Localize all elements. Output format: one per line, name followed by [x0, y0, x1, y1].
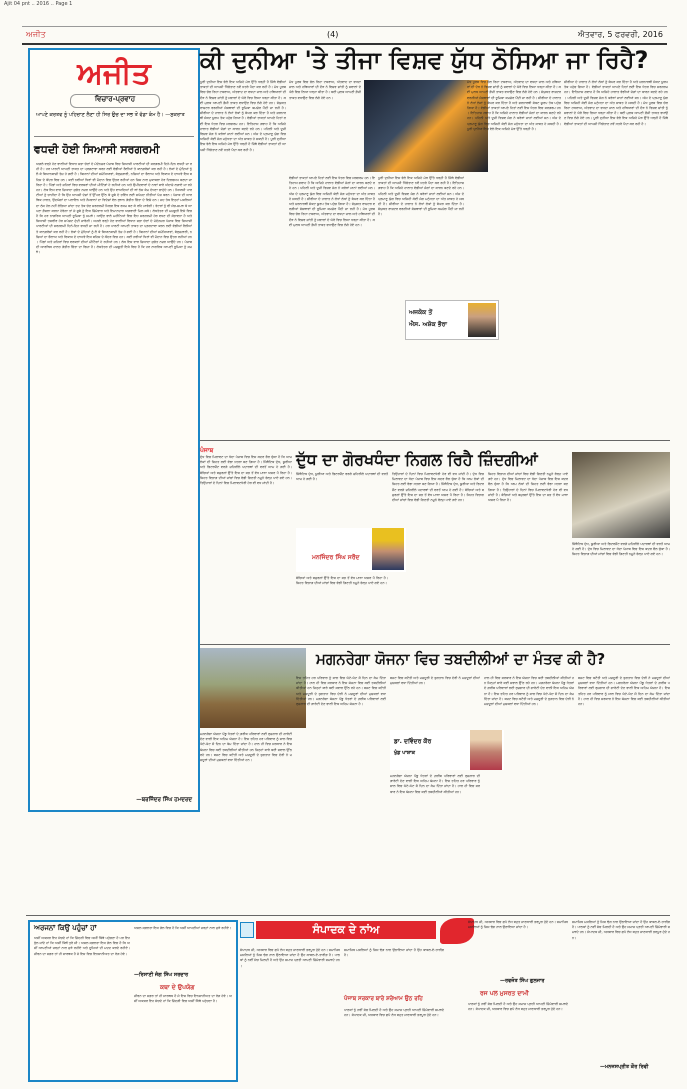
main-col-2: ਵੱਡੀਆਂ ਤਾਕਤਾਂ ਆਪਣੇ ਹਿਤਾਂ ਲਈ ਇਸ ਖੇਤਰ ਵਿਚ ਸਰਗਰਮ ਹਨ। ਇਤਿਹਾਸ ਗਵਾਹ ਹੈ ਕਿ ਅਜਿਹੇ ਹਾਲਾਤ ਵੱਡੀਆਂ ਜੰਗਾਂ ਦਾ ਕਾਰਨ ਬਣਦੇ ਰਹੇ ਹਨ। ਪਹਿਲੀ ਅਤੇ ਦੂਜੀ ਵਿਸ਼ਵ ਜੰਗ ਨੇ ਕਰੋੜਾਂ ਜਾਨਾਂ ਲਈਆਂ ਸਨ। ਅੱਜ ਦੇ ਪ੍ਰਮਾਣੂ ਯੁੱਗ ਵਿਚ ਅਜਿਹੀ ਕੋਈ ਜੰਗ ਮਨੁੱਖਤਾ ਦਾ ਅੰਤ ਸਾਬਤ ਹੋ ਸਕਦੀ ਹੈ। ਸੀਰੀਆ ਦੇ ਹਾਲਾਤ ਨੇ ਲੱਖਾਂ ਲੋਕਾਂ ਨੂੰ ਬੇਘਰ ਕਰ ਦਿੱਤਾ ਹੈ ਅਤੇ ਸ਼ਰਨਾਰਥੀ ਸੰਕਟ ਯੂਰਪ ਤੱਕ ਪਹੁੰਚ ਗਿਆ ਹੈ। ਸੰਯੁਕਤ ਰਾਸ਼ਟਰ ਵਰਗੀਆਂ ਸੰਸਥਾਵਾਂ ਦੀ ਭੂਮਿਕਾ ਕਮਜ਼ੋਰ ਪੈਂਦੀ ਜਾ ਰਹੀ ਹੈ। ਮੱਧ ਪੂਰਬ ਵਿਚ ਚੱਲ ਰਿਹਾ ਟਕਰਾਅ, ਅੱਤਵਾਦ ਦਾ ਵਧਦਾ ਜਾਲ ਅਤੇ ਹਥਿਆਰਾਂ ਦੀ ਦੌੜ ਨੇ ਵਿਸ਼ਵ ਸ਼ਾਂਤੀ ਨੂੰ ਸਵਾਲਾਂ ਦੇ ਘੇਰੇ ਵਿਚ ਲਿਆ ਖੜ੍ਹਾ ਕੀਤਾ ਹੈ। ਕਈ ਮੁਲਕ ਆਪਣੀ ਫ਼ੌਜੀ ਤਾਕਤ ਵਧਾਉਣ ਵਿਚ ਲੱਗੇ ਹੋਏ ਹਨ।: [289, 176, 375, 227]
main-headline: ਕੀ ਦੁਨੀਆ 'ਤੇ ਤੀਜਾ ਵਿਸ਼ਵ ਯੁੱਧ ਠੋਸਿਆ ਜਾ ਰਿਹੈ?: [200, 46, 649, 74]
sub-title-3: ਰਜ ਪਲ ਮੁਸਰਤ ਦਾਮੀ: [480, 990, 529, 997]
divider: [34, 136, 194, 137]
bottom-left-box: [28, 920, 238, 1082]
main-col-2a: ਮੱਧ ਪੂਰਬ ਵਿਚ ਚੱਲ ਰਿਹਾ ਟਕਰਾਅ, ਅੱਤਵਾਦ ਦਾ ਵਧਦਾ ਜਾਲ ਅਤੇ ਹਥਿਆਰਾਂ ਦੀ ਦੌੜ ਨੇ ਵਿਸ਼ਵ ਸ਼ਾਂਤੀ ਨੂੰ ਸਵਾਲਾਂ ਦੇ ਘੇਰੇ ਵਿਚ ਲਿਆ ਖੜ੍ਹਾ ਕੀਤਾ ਹੈ। ਕਈ ਮੁਲਕ ਆਪਣੀ ਫ਼ੌਜੀ ਤਾਕਤ ਵਧਾਉਣ ਵਿਚ ਲੱਗੇ ਹੋਏ ਹਨ।: [289, 80, 361, 100]
sign-2: —ਰਵਜੋਤ ਸਿੰਘ ਗੁਲਜਾਰ: [500, 978, 545, 984]
mnrega-author: ਡਾ. ਦਵਿੰਦਰ ਕੌਰ: [394, 738, 432, 745]
author-label: ਅਜਕੋਕ ਤੋਂ: [409, 309, 433, 316]
mnrega-col-1: ਮਗਨਰੇਗਾ ਯੋਜਨਾ ਪੇਂਡੂ ਖੇਤਰਾਂ ਦੇ ਗ਼ਰੀਬ ਪਰਿਵਾਰਾਂ ਲਈ ਰੁਜ਼ਗਾਰ ਦੀ ਗਾਰੰਟੀ ਦੇਣ ਵਾਲੀ ਇਕ ਅਹਿਮ ਯੋਜਨਾ ਹੈ। ਇਸ ਤਹਿਤ ਹਰ ਪਰਿਵਾਰ ਨੂੰ ਸਾਲ ਵਿਚ ਘੱਟੋ-ਘੱਟ ਸੌ ਦਿਨ ਦਾ ਕੰਮ ਦਿੱਤਾ ਜਾਂਦਾ ਹੈ। ਹਾਲ ਹੀ ਵਿਚ ਸਰਕਾਰ ਨੇ ਇਸ ਯੋਜਨਾ ਵਿਚ ਕਈ ਤਬਦੀਲੀਆਂ ਕੀਤੀਆਂ ਹਨ ਜਿਨ੍ਹਾਂ ਬਾਰੇ ਕਈ ਸਵਾਲ ਉੱਠ ਰਹੇ ਹਨ। ਬਜਟ ਵਿਚ ਕਟੌਤੀ ਅਤੇ ਮਜ਼ਦੂਰੀ ਦੇ ਭੁਗਤਾਨ ਵਿਚ ਦੇਰੀ ਨੇ ਮਜ਼ਦੂਰਾਂ ਦੀਆਂ ਮੁਸ਼ਕਲਾਂ ਵਧਾ ਦਿੱਤੀਆਂ ਹਨ।: [200, 732, 292, 763]
main-col-3: ਪੂਰੀ ਦੁਨੀਆ ਇਸ ਵੇਲੇ ਇਕ ਅਜਿਹੇ ਮੋੜ ਉੱਤੇ ਖੜ੍ਹੀ ਹੈ ਜਿੱਥੇ ਵੱਡੀਆਂ ਤਾਕਤਾਂ ਦੀ ਆਪਸੀ ਖਿੱਚੋਤਾਣ ਨਵੇਂ ਖ਼ਤਰੇ ਪੈਦਾ ਕਰ ਰਹੀ ਹੈ। ਇਤਿਹਾਸ ਗਵਾਹ ਹੈ ਕਿ ਅਜਿਹੇ ਹਾਲਾਤ ਵੱਡੀਆਂ ਜੰਗਾਂ ਦਾ ਕਾਰਨ ਬਣਦੇ ਰਹੇ ਹਨ। ਪਹਿਲੀ ਅਤੇ ਦੂਜੀ ਵਿਸ਼ਵ ਜੰਗ ਨੇ ਕਰੋੜਾਂ ਜਾਨਾਂ ਲਈਆਂ ਸਨ। ਅੱਜ ਦੇ ਪ੍ਰਮਾਣੂ ਯੁੱਗ ਵਿਚ ਅਜਿਹੀ ਕੋਈ ਜੰਗ ਮਨੁੱਖਤਾ ਦਾ ਅੰਤ ਸਾਬਤ ਹੋ ਸਕਦੀ ਹੈ। ਸੀਰੀਆ ਦੇ ਹਾਲਾਤ ਨੇ ਲੱਖਾਂ ਲੋਕਾਂ ਨੂੰ ਬੇਘਰ ਕਰ ਦਿੱਤਾ ਹੈ। ਸੰਯੁਕਤ ਰਾਸ਼ਟਰ ਵਰਗੀਆਂ ਸੰਸਥਾਵਾਂ ਦੀ ਭੂਮਿਕਾ ਕਮਜ਼ੋਰ ਪੈਂਦੀ ਜਾ ਰਹੀ ਹੈ।: [378, 176, 464, 217]
section-divider-3: [26, 915, 670, 916]
mnrega-headline: ਮਗਨਰੇਗਾ ਯੋਜਨਾ ਵਿਚ ਤਬਦੀਲੀਆਂ ਦਾ ਮੰਤਵ ਕੀ ਹੈ?: [316, 650, 606, 668]
milk-col-4: ਸਿਹਤ ਵਿਭਾਗ ਦੀਆਂ ਜਾਂਚਾਂ ਵਿਚ ਵੱਡੀ ਗਿਣਤੀ ਨਮੂਨੇ ਫੇਲ੍ਹ ਪਾਏ ਗਏ ਹਨ। ਦੁੱਧ ਵਿਚ ਮਿਲਾਵਟ ਦਾ ਧੰਦਾ ਪੰਜਾਬ ਵਿਚ ਇਸ ਕਦਰ ਫੈਲ ਚੁੱਕਾ ਹੈ ਕਿ ਆਮ ਲੋਕਾਂ ਦੀ ਸਿਹਤ ਲਈ ਵੱਡਾ ਖ਼ਤਰਾ ਬਣ ਗਿਆ ਹੈ। ਤਿਉਹਾਰਾਂ ਦੇ ਦਿਨਾਂ ਵਿਚ ਮਿਲਾਵਟਖੋਰੀ ਹੋਰ ਵੀ ਵਧ ਜਾਂਦੀ ਹੈ। ਬੱਚਿਆਂ ਅਤੇ ਬਜ਼ੁਰਗਾਂ ਉੱਤੇ ਇਸ ਦਾ ਸਭ ਤੋਂ ਵੱਧ ਮਾੜਾ ਅਸਰ ਪੈ ਰਿਹਾ ਹੈ।: [488, 472, 568, 503]
mnrega-photo: [200, 648, 306, 728]
sign-1: —ਰਿਸਾਣੀ ਜੰਗ ਸਿੰਘ ਸਰਦਾਰ: [134, 972, 189, 978]
sub-title-1: ਕਥਾ ਦੇ ਉਪਯੋਗ: [160, 984, 195, 991]
editorial-heading: ਵਧਦੀ ਹੋਈ ਸਿਆਸੀ ਸਰਗਰਮੀ: [34, 143, 160, 156]
main-col-5: ਸੀਰੀਆ ਦੇ ਹਾਲਾਤ ਨੇ ਲੱਖਾਂ ਲੋਕਾਂ ਨੂੰ ਬੇਘਰ ਕਰ ਦਿੱਤਾ ਹੈ ਅਤੇ ਸ਼ਰਨਾਰਥੀ ਸੰਕਟ ਯੂਰਪ ਤੱਕ ਪਹੁੰਚ ਗਿਆ ਹੈ। ਵੱਡੀਆਂ ਤਾਕਤਾਂ ਆਪਣੇ ਹਿਤਾਂ ਲਈ ਇਸ ਖੇਤਰ ਵਿਚ ਸਰਗਰਮ ਹਨ। ਇਤਿਹਾਸ ਗਵਾਹ ਹੈ ਕਿ ਅਜਿਹੇ ਹਾਲਾਤ ਵੱਡੀਆਂ ਜੰਗਾਂ ਦਾ ਕਾਰਨ ਬਣਦੇ ਰਹੇ ਹਨ। ਪਹਿਲੀ ਅਤੇ ਦੂਜੀ ਵਿਸ਼ਵ ਜੰਗ ਨੇ ਕਰੋੜਾਂ ਜਾਨਾਂ ਲਈਆਂ ਸਨ। ਅੱਜ ਦੇ ਪ੍ਰਮਾਣੂ ਯੁੱਗ ਵਿਚ ਅਜਿਹੀ ਕੋਈ ਜੰਗ ਮਨੁੱਖਤਾ ਦਾ ਅੰਤ ਸਾਬਤ ਹੋ ਸਕਦੀ ਹੈ। ਮੱਧ ਪੂਰਬ ਵਿਚ ਚੱਲ ਰਿਹਾ ਟਕਰਾਅ, ਅੱਤਵਾਦ ਦਾ ਵਧਦਾ ਜਾਲ ਅਤੇ ਹਥਿਆਰਾਂ ਦੀ ਦੌੜ ਨੇ ਵਿਸ਼ਵ ਸ਼ਾਂਤੀ ਨੂੰ ਸਵਾਲਾਂ ਦੇ ਘੇਰੇ ਵਿਚ ਲਿਆ ਖੜ੍ਹਾ ਕੀਤਾ ਹੈ। ਕਈ ਮੁਲਕ ਆਪਣੀ ਫ਼ੌਜੀ ਤਾਕਤ ਵਧਾਉਣ ਵਿਚ ਲੱਗੇ ਹੋਏ ਹਨ। ਪੂਰੀ ਦੁਨੀਆ ਇਸ ਵੇਲੇ ਇਕ ਅਜਿਹੇ ਮੋੜ ਉੱਤੇ ਖੜ੍ਹੀ ਹੈ ਜਿੱਥੇ ਵੱਡੀਆਂ ਤਾਕਤਾਂ ਦੀ ਆਪਸੀ ਖਿੱਚੋਤਾਣ ਨਵੇਂ ਖ਼ਤਰੇ ਪੈਦਾ ਕਰ ਰਹੀ ਹੈ।: [564, 80, 668, 126]
milk-headline: ਦੁੱਧ ਦਾ ਗੋਰਖਧੰਦਾ ਨਿਗਲ ਰਿਹੈ ਜ਼ਿੰਦਗੀਆਂ: [296, 450, 538, 469]
milk-author-box: [296, 528, 406, 572]
bottom-left-col2a: ਅਸਲ ਸਫ਼ਲਤਾ ਇਸ ਗੱਲ ਵਿਚ ਹੈ ਕਿ ਅਸੀਂ ਆਪਣੀਆਂ ਜੜ੍ਹਾਂ ਨਾਲ ਜੁੜੇ ਰਹੀਏ।: [134, 926, 232, 930]
page-number: (4): [327, 30, 339, 39]
milk-col-5: ਸਿੰਥੈਟਿਕ ਦੁੱਧ, ਯੂਰੀਆ ਅਤੇ ਡਿਟਰਜੈਂਟ ਵਰਗੇ ਜ਼ਹਿਰੀਲੇ ਪਦਾਰਥਾਂ ਦੀ ਵਰਤੋਂ ਆਮ ਹੋ ਗਈ ਹੈ। ਦੁੱਧ ਵਿਚ ਮਿਲਾਵਟ ਦਾ ਧੰਦਾ ਪੰਜਾਬ ਵਿਚ ਇਸ ਕਦਰ ਫੈਲ ਚੁੱਕਾ ਹੈ। ਸਿਹਤ ਵਿਭਾਗ ਦੀਆਂ ਜਾਂਚਾਂ ਵਿਚ ਵੱਡੀ ਗਿਣਤੀ ਨਮੂਨੇ ਫੇਲ੍ਹ ਪਾਏ ਗਏ ਹਨ।: [572, 542, 670, 557]
quote-text: ਆਪਣੇ ਕਰਤਵ ਨੂੰ ਪਹਿਚਾਣ ਲੈਣਾ ਹੀ ਸਿਰ ਉਚ ਦਾ ਸਭ ਤੋਂ ਵੱਡਾ ਕੰਮ ਹੈ।: [36, 112, 164, 118]
mnrega-col-5: ਬਜਟ ਵਿਚ ਕਟੌਤੀ ਅਤੇ ਮਜ਼ਦੂਰੀ ਦੇ ਭੁਗਤਾਨ ਵਿਚ ਦੇਰੀ ਨੇ ਮਜ਼ਦੂਰਾਂ ਦੀਆਂ ਮੁਸ਼ਕਲਾਂ ਵਧਾ ਦਿੱਤੀਆਂ ਹਨ। ਮਗਨਰੇਗਾ ਯੋਜਨਾ ਪੇਂਡੂ ਖੇਤਰਾਂ ਦੇ ਗ਼ਰੀਬ ਪਰਿਵਾਰਾਂ ਲਈ ਰੁਜ਼ਗਾਰ ਦੀ ਗਾਰੰਟੀ ਦੇਣ ਵਾਲੀ ਇਕ ਅਹਿਮ ਯੋਜਨਾ ਹੈ। ਇਸ ਤਹਿਤ ਹਰ ਪਰਿਵਾਰ ਨੂੰ ਸਾਲ ਵਿਚ ਘੱਟੋ-ਘੱਟ ਸੌ ਦਿਨ ਦਾ ਕੰਮ ਦਿੱਤਾ ਜਾਂਦਾ ਹੈ। ਹਾਲ ਹੀ ਵਿਚ ਸਰਕਾਰ ਨੇ ਇਸ ਯੋਜਨਾ ਵਿਚ ਕਈ ਤਬਦੀਲੀਆਂ ਕੀਤੀਆਂ ਹਨ।: [578, 676, 670, 707]
milk-col-3: ਤਿਉਹਾਰਾਂ ਦੇ ਦਿਨਾਂ ਵਿਚ ਮਿਲਾਵਟਖੋਰੀ ਹੋਰ ਵੀ ਵਧ ਜਾਂਦੀ ਹੈ। ਦੁੱਧ ਵਿਚ ਮਿਲਾਵਟ ਦਾ ਧੰਦਾ ਪੰਜਾਬ ਵਿਚ ਇਸ ਕਦਰ ਫੈਲ ਚੁੱਕਾ ਹੈ ਕਿ ਆਮ ਲੋਕਾਂ ਦੀ ਸਿਹਤ ਲਈ ਵੱਡਾ ਖ਼ਤਰਾ ਬਣ ਗਿਆ ਹੈ। ਸਿੰਥੈਟਿਕ ਦੁੱਧ, ਯੂਰੀਆ ਅਤੇ ਡਿਟਰਜੈਂਟ ਵਰਗੇ ਜ਼ਹਿਰੀਲੇ ਪਦਾਰਥਾਂ ਦੀ ਵਰਤੋਂ ਆਮ ਹੋ ਗਈ ਹੈ। ਬੱਚਿਆਂ ਅਤੇ ਬਜ਼ੁਰਗਾਂ ਉੱਤੇ ਇਸ ਦਾ ਸਭ ਤੋਂ ਵੱਧ ਮਾੜਾ ਅਸਰ ਪੈ ਰਿਹਾ ਹੈ। ਸਿਹਤ ਵਿਭਾਗ ਦੀਆਂ ਜਾਂਚਾਂ ਵਿਚ ਵੱਡੀ ਗਿਣਤੀ ਨਮੂਨੇ ਫੇਲ੍ਹ ਪਾਏ ਗਏ ਹਨ।: [392, 472, 484, 503]
editorial-box: [28, 48, 200, 812]
tag-pill: [70, 94, 160, 108]
letters-col-4: ਸਮਾਜਿਕ ਮਸਲਿਆਂ ਨੂੰ ਜਿਸ ਢੰਗ ਨਾਲ ਉਠਾਇਆ ਜਾਂਦਾ ਹੈ ਉਹ ਕਾਬਲ-ਏ-ਤਾਰੀਫ਼ ਹੈ। ਪਾਠਕਾਂ ਨੂੰ ਨਵੀਂ ਸੋਚ ਮਿਲਦੀ ਹੈ ਅਤੇ ਉਹ ਸਮਾਜ ਪ੍ਰਤੀ ਆਪਣੀ ਜ਼ਿੰਮੇਵਾਰੀ ਸਮਝਦੇ ਹਨ। ਸੰਪਾਦਕ ਜੀ, ਅਖ਼ਬਾਰ ਵਿਚ ਛਪੇ ਲੇਖ ਬਹੁਤ ਜਾਣਕਾਰੀ ਭਰਪੂਰ ਹੁੰਦੇ ਹਨ।: [572, 920, 670, 940]
milk-section-label: ਪੰਜਾਬ: [200, 447, 214, 454]
letters-col-3: ਪਾਠਕਾਂ ਨੂੰ ਨਵੀਂ ਸੋਚ ਮਿਲਦੀ ਹੈ ਅਤੇ ਉਹ ਸਮਾਜ ਪ੍ਰਤੀ ਆਪਣੀ ਜ਼ਿੰਮੇਵਾਰੀ ਸਮਝਦੇ ਹਨ। ਸੰਪਾਦਕ ਜੀ, ਅਖ਼ਬਾਰ ਵਿਚ ਛਪੇ ਲੇਖ ਬਹੁਤ ਜਾਣਕਾਰੀ ਭਰਪੂਰ ਹੁੰਦੇ ਹਨ।: [468, 1002, 568, 1012]
bottom-left-title: ਅਰਜਨਾਂ ਕਿਉਂ ਪਹੁੰਚਾਂ ਹਾਂ: [34, 924, 97, 932]
sub-title-2: ਪੰਜਾਬ ਸਰਕਾਰ ਬਾਰੇ ਸ਼ਰੇਆਮ ਉਠ ਰਹਿ: [344, 996, 423, 1002]
editorial-logo: ਅਜੀਤ: [77, 56, 151, 91]
bottom-left-col2: ਜੀਵਨ ਦਾ ਸਫ਼ਰ ਤਾਂ ਹੀ ਸਾਰਥਕ ਹੈ ਜੇ ਇਸ ਵਿਚ ਇਨਸਾਨੀਅਤ ਦਾ ਰੰਗ ਹੋਵੇ। ਅਸੀਂ ਅਕਸਰ ਇਹ ਸੋਚਦੇ ਹਾਂ ਕਿ ਜ਼ਿੰਦਗੀ ਵਿਚ ਅਸੀਂ ਕਿੱਥੇ ਪਹੁੰਚਣਾ ਹੈ।: [134, 994, 232, 1004]
main-col-1: ਪੂਰੀ ਦੁਨੀਆ ਇਸ ਵੇਲੇ ਇਕ ਅਜਿਹੇ ਮੋੜ ਉੱਤੇ ਖੜ੍ਹੀ ਹੈ ਜਿੱਥੇ ਵੱਡੀਆਂ ਤਾਕਤਾਂ ਦੀ ਆਪਸੀ ਖਿੱਚੋਤਾਣ ਨਵੇਂ ਖ਼ਤਰੇ ਪੈਦਾ ਕਰ ਰਹੀ ਹੈ। ਮੱਧ ਪੂਰਬ ਵਿਚ ਚੱਲ ਰਿਹਾ ਟਕਰਾਅ, ਅੱਤਵਾਦ ਦਾ ਵਧਦਾ ਜਾਲ ਅਤੇ ਹਥਿਆਰਾਂ ਦੀ ਦੌੜ ਨੇ ਵਿਸ਼ਵ ਸ਼ਾਂਤੀ ਨੂੰ ਸਵਾਲਾਂ ਦੇ ਘੇਰੇ ਵਿਚ ਲਿਆ ਖੜ੍ਹਾ ਕੀਤਾ ਹੈ। ਕਈ ਮੁਲਕ ਆਪਣੀ ਫ਼ੌਜੀ ਤਾਕਤ ਵਧਾਉਣ ਵਿਚ ਲੱਗੇ ਹੋਏ ਹਨ। ਸੰਯੁਕਤ ਰਾਸ਼ਟਰ ਵਰਗੀਆਂ ਸੰਸਥਾਵਾਂ ਦੀ ਭੂਮਿਕਾ ਕਮਜ਼ੋਰ ਪੈਂਦੀ ਜਾ ਰਹੀ ਹੈ। ਸੀਰੀਆ ਦੇ ਹਾਲਾਤ ਨੇ ਲੱਖਾਂ ਲੋਕਾਂ ਨੂੰ ਬੇਘਰ ਕਰ ਦਿੱਤਾ ਹੈ ਅਤੇ ਸ਼ਰਨਾਰਥੀ ਸੰਕਟ ਯੂਰਪ ਤੱਕ ਪਹੁੰਚ ਗਿਆ ਹੈ। ਵੱਡੀਆਂ ਤਾਕਤਾਂ ਆਪਣੇ ਹਿਤਾਂ ਲਈ ਇਸ ਖੇਤਰ ਵਿਚ ਸਰਗਰਮ ਹਨ। ਇਤਿਹਾਸ ਗਵਾਹ ਹੈ ਕਿ ਅਜਿਹੇ ਹਾਲਾਤ ਵੱਡੀਆਂ ਜੰਗਾਂ ਦਾ ਕਾਰਨ ਬਣਦੇ ਰਹੇ ਹਨ। ਪਹਿਲੀ ਅਤੇ ਦੂਜੀ ਵਿਸ਼ਵ ਜੰਗ ਨੇ ਕਰੋੜਾਂ ਜਾਨਾਂ ਲਈਆਂ ਸਨ। ਅੱਜ ਦੇ ਪ੍ਰਮਾਣੂ ਯੁੱਗ ਵਿਚ ਅਜਿਹੀ ਕੋਈ ਜੰਗ ਮਨੁੱਖਤਾ ਦਾ ਅੰਤ ਸਾਬਤ ਹੋ ਸਕਦੀ ਹੈ। ਪੂਰੀ ਦੁਨੀਆ ਇਸ ਵੇਲੇ ਇਕ ਅਜਿਹੇ ਮੋੜ ਉੱਤੇ ਖੜ੍ਹੀ ਹੈ ਜਿੱਥੇ ਵੱਡੀਆਂ ਤਾਕਤਾਂ ਦੀ ਆਪਸੀ ਖਿੱਚੋਤਾਣ ਨਵੇਂ ਖ਼ਤਰੇ ਪੈਦਾ ਕਰ ਰਹੀ ਹੈ।: [200, 80, 286, 152]
mnrega-col-4: ਹਾਲ ਹੀ ਵਿਚ ਸਰਕਾਰ ਨੇ ਇਸ ਯੋਜਨਾ ਵਿਚ ਕਈ ਤਬਦੀਲੀਆਂ ਕੀਤੀਆਂ ਹਨ ਜਿਨ੍ਹਾਂ ਬਾਰੇ ਕਈ ਸਵਾਲ ਉੱਠ ਰਹੇ ਹਨ। ਮਗਨਰੇਗਾ ਯੋਜਨਾ ਪੇਂਡੂ ਖੇਤਰਾਂ ਦੇ ਗ਼ਰੀਬ ਪਰਿਵਾਰਾਂ ਲਈ ਰੁਜ਼ਗਾਰ ਦੀ ਗਾਰੰਟੀ ਦੇਣ ਵਾਲੀ ਇਕ ਅਹਿਮ ਯੋਜਨਾ ਹੈ। ਇਸ ਤਹਿਤ ਹਰ ਪਰਿਵਾਰ ਨੂੰ ਸਾਲ ਵਿਚ ਘੱਟੋ-ਘੱਟ ਸੌ ਦਿਨ ਦਾ ਕੰਮ ਦਿੱਤਾ ਜਾਂਦਾ ਹੈ। ਬਜਟ ਵਿਚ ਕਟੌਤੀ ਅਤੇ ਮਜ਼ਦੂਰੀ ਦੇ ਭੁਗਤਾਨ ਵਿਚ ਦੇਰੀ ਨੇ ਮਜ਼ਦੂਰਾਂ ਦੀਆਂ ਮੁਸ਼ਕਲਾਂ ਵਧਾ ਦਿੱਤੀਆਂ ਹਨ।: [484, 676, 574, 707]
milk-col-1: ਦੁੱਧ ਵਿਚ ਮਿਲਾਵਟ ਦਾ ਧੰਦਾ ਪੰਜਾਬ ਵਿਚ ਇਸ ਕਦਰ ਫੈਲ ਚੁੱਕਾ ਹੈ ਕਿ ਆਮ ਲੋਕਾਂ ਦੀ ਸਿਹਤ ਲਈ ਵੱਡਾ ਖ਼ਤਰਾ ਬਣ ਗਿਆ ਹੈ। ਸਿੰਥੈਟਿਕ ਦੁੱਧ, ਯੂਰੀਆ ਅਤੇ ਡਿਟਰਜੈਂਟ ਵਰਗੇ ਜ਼ਹਿਰੀਲੇ ਪਦਾਰਥਾਂ ਦੀ ਵਰਤੋਂ ਆਮ ਹੋ ਗਈ ਹੈ। ਬੱਚਿਆਂ ਅਤੇ ਬਜ਼ੁਰਗਾਂ ਉੱਤੇ ਇਸ ਦਾ ਸਭ ਤੋਂ ਵੱਧ ਮਾੜਾ ਅਸਰ ਪੈ ਰਿਹਾ ਹੈ। ਸਿਹਤ ਵਿਭਾਗ ਦੀਆਂ ਜਾਂਚਾਂ ਵਿਚ ਵੱਡੀ ਗਿਣਤੀ ਨਮੂਨੇ ਫੇਲ੍ਹ ਪਾਏ ਗਏ ਹਨ। ਤਿਉਹਾਰਾਂ ਦੇ ਦਿਨਾਂ ਵਿਚ ਮਿਲਾਵਟਖੋਰੀ ਹੋਰ ਵੀ ਵਧ ਜਾਂਦੀ ਹੈ।: [200, 455, 292, 486]
editorial-byline: —ਬਰਜਿੰਦਰ ਸਿੰਘ ਹਮਦਰਦ: [136, 797, 192, 803]
letters-col-2: ਪਾਠਕਾਂ ਨੂੰ ਨਵੀਂ ਸੋਚ ਮਿਲਦੀ ਹੈ ਅਤੇ ਉਹ ਸਮਾਜ ਪ੍ਰਤੀ ਆਪਣੀ ਜ਼ਿੰਮੇਵਾਰੀ ਸਮਝਦੇ ਹਨ। ਸੰਪਾਦਕ ਜੀ, ਅਖ਼ਬਾਰ ਵਿਚ ਛਪੇ ਲੇਖ ਬਹੁਤ ਜਾਣਕਾਰੀ ਭਰਪੂਰ ਹੁੰਦੇ ਹਨ।: [344, 1008, 444, 1018]
quote-author: —ਸੁਕਰਾਤ: [165, 112, 185, 118]
author-name: ਐਸ. ਅਸ਼ੋਕ ਭੌਰਾ: [409, 321, 447, 328]
milk-author: ਮਨਜਿੰਦਰ ਸਿੰਘ ਸਰੌਦ: [312, 554, 360, 561]
section-divider: [200, 440, 670, 441]
issue-date: ਐਤਵਾਰ, 5 ਫਰਵਰੀ, 2016: [578, 30, 663, 39]
editorial-body: ਅਗਲੇ ਵਰ੍ਹੇ ਹੋਣ ਵਾਲੀਆਂ ਵਿਧਾਨ ਸਭਾ ਚੋਣਾਂ ਦੇ ਮੱਦੇਨਜ਼ਰ ਪੰਜਾਬ ਵਿਚ ਸਿਆਸੀ ਪਾਰਟੀਆਂ ਦੀ ਸਰਗਰਮੀ ਦਿਨੋ-ਦਿਨ ਵਧਦੀ ਜਾ ਰਹੀ ਹੈ। ਹਰ ਪਾਰਟੀ ਆਪਣੀ ਤਾਕਤ ਦਾ ਪ੍ਰਗਟਾਵਾ ਕਰਨ ਲਈ ਵੱਡੀਆਂ ਰੈਲੀਆਂ ਤੇ ਕਾਨਫ਼ਰੰਸਾਂ ਕਰ ਰਹੀ ਹੈ। ਲੋਕਾਂ ਦੇ ਮੁੱਦਿਆਂ ਨੂੰ ਲੈ ਕੇ ਬਿਆਨਬਾਜ਼ੀ ਤੇਜ਼ ਹੋ ਗਈ ਹੈ। ਕਿਸਾਨਾਂ ਦੀਆਂ ਸਮੱਸਿਆਵਾਂ, ਬੇਰੁਜ਼ਗਾਰੀ, ਨਸ਼ਿਆਂ ਦਾ ਫੈਲਾਅ ਅਤੇ ਵਿਕਾਸ ਦੇ ਦਾਅਵੇ ਇਸ ਬਹਿਸ ਦੇ ਕੇਂਦਰ ਵਿਚ ਹਨ। ਕਈ ਨਵੀਆਂ ਧਿਰਾਂ ਵੀ ਮੈਦਾਨ ਵਿਚ ਉਤਰ ਰਹੀਆਂ ਹਨ ਜਿਸ ਨਾਲ ਮੁਕਾਬਲਾ ਹੋਰ ਦਿਲਚਸਪ ਬਣਦਾ ਜਾ ਰਿਹਾ ਹੈ। ਪਿੰਡਾਂ ਅਤੇ ਸ਼ਹਿਰਾਂ ਵਿਚ ਵਰਕਰਾਂ ਦੀਆਂ ਮੀਟਿੰਗਾਂ ਹੋ ਰਹੀਆਂ ਹਨ ਅਤੇ ਉਮੀਦਵਾਰਾਂ ਦੇ ਨਾਵਾਂ ਬਾਰੇ ਅੰਦਾਜ਼ੇ ਲਗਾਏ ਜਾ ਰਹੇ ਹਨ। ਲੋਕ ਇਸ ਵਾਰ ਜ਼ਿਆਦਾ ਸੁਚੇਤ ਨਜ਼ਰ ਆਉਂਦੇ ਹਨ ਅਤੇ ਉਹ ਵਾਅਦਿਆਂ ਦੀ ਥਾਂ ਠੋਸ ਕੰਮ ਦੇਖਣਾ ਚਾਹੁੰਦੇ ਹਨ। ਸਿਆਸੀ ਪਾਰਟੀਆਂ ਨੂੰ ਚਾਹੀਦਾ ਹੈ ਕਿ ਉਹ ਆਪਸੀ ਦੋਸ਼ਾਂ ਤੋਂ ਉੱਪਰ ਉੱਠ ਕੇ ਸੂਬੇ ਦੇ ਭਵਿੱਖ ਲਈ ਸਪੱਸ਼ਟ ਨੀਤੀਆਂ ਪੇਸ਼ ਕਰਨ। ਪੰਜਾਬ ਦੀ ਆਰਥਿਕ ਹਾਲਤ, ਉਦਯੋਗਾਂ ਦਾ ਪਲਾਇਨ ਅਤੇ ਨੌਜਵਾਨਾਂ ਦਾ ਵਿਦੇਸ਼ਾਂ ਵੱਲ ਰੁਝਾਨ ਗੰਭੀਰ ਚਿੰਤਾ ਦੇ ਵਿਸ਼ੇ ਹਨ। ਜਦ ਤੱਕ ਇਨ੍ਹਾਂ ਮਸਲਿਆਂ ਦਾ ਠੋਸ ਹੱਲ ਨਹੀਂ ਲੱਭਿਆ ਜਾਂਦਾ ਤਦ ਤੱਕ ਚੋਣ ਸਰਗਰਮੀ ਸਿਰਫ਼ ਇਕ ਰਸਮ ਬਣ ਕੇ ਰਹਿ ਜਾਵੇਗੀ। ਵੋਟਰਾਂ ਨੂੰ ਵੀ ਸੋਚ-ਸਮਝ ਕੇ ਆਪਣਾ ਫ਼ੈਸਲਾ ਕਰਨਾ ਹੋਵੇਗਾ ਤਾਂ ਜੋ ਸੂਬੇ ਨੂੰ ਇਕ ਜ਼ਿੰਮੇਵਾਰ ਅਤੇ ਇਮਾਨਦਾਰ ਅਗਵਾਈ ਮਿਲ ਸਕੇ। ਲੋਕਤੰਤਰ ਦੀ ਮਜ਼ਬੂਤੀ ਇਸੇ ਵਿਚ ਹੈ ਕਿ ਹਰ ਨਾਗਰਿਕ ਆਪਣੀ ਭੂਮਿਕਾ ਨੂੰ ਸਮਝੇ। ਆਉਣ ਵਾਲੇ ਮਹੀਨਿਆਂ ਵਿਚ ਇਹ ਸਰਗਰਮੀ ਹੋਰ ਵਧਣ ਦੀ ਸੰਭਾਵਨਾ ਹੈ ਅਤੇ ਸਿਆਸੀ ਤਸਵੀਰ ਹੋਰ ਸਪੱਸ਼ਟ ਹੁੰਦੀ ਜਾਵੇਗੀ। ਅਗਲੇ ਵਰ੍ਹੇ ਹੋਣ ਵਾਲੀਆਂ ਵਿਧਾਨ ਸਭਾ ਚੋਣਾਂ ਦੇ ਮੱਦੇਨਜ਼ਰ ਪੰਜਾਬ ਵਿਚ ਸਿਆਸੀ ਪਾਰਟੀਆਂ ਦੀ ਸਰਗਰਮੀ ਦਿਨੋ-ਦਿਨ ਵਧਦੀ ਜਾ ਰਹੀ ਹੈ। ਹਰ ਪਾਰਟੀ ਆਪਣੀ ਤਾਕਤ ਦਾ ਪ੍ਰਗਟਾਵਾ ਕਰਨ ਲਈ ਵੱਡੀਆਂ ਰੈਲੀਆਂ ਤੇ ਕਾਨਫ਼ਰੰਸਾਂ ਕਰ ਰਹੀ ਹੈ। ਲੋਕਾਂ ਦੇ ਮੁੱਦਿਆਂ ਨੂੰ ਲੈ ਕੇ ਬਿਆਨਬਾਜ਼ੀ ਤੇਜ਼ ਹੋ ਗਈ ਹੈ। ਕਿਸਾਨਾਂ ਦੀਆਂ ਸਮੱਸਿਆਵਾਂ, ਬੇਰੁਜ਼ਗਾਰੀ, ਨਸ਼ਿਆਂ ਦਾ ਫੈਲਾਅ ਅਤੇ ਵਿਕਾਸ ਦੇ ਦਾਅਵੇ ਇਸ ਬਹਿਸ ਦੇ ਕੇਂਦਰ ਵਿਚ ਹਨ। ਕਈ ਨਵੀਆਂ ਧਿਰਾਂ ਵੀ ਮੈਦਾਨ ਵਿਚ ਉਤਰ ਰਹੀਆਂ ਹਨ। ਪਿੰਡਾਂ ਅਤੇ ਸ਼ਹਿਰਾਂ ਵਿਚ ਵਰਕਰਾਂ ਦੀਆਂ ਮੀਟਿੰਗਾਂ ਹੋ ਰਹੀਆਂ ਹਨ। ਲੋਕ ਇਸ ਵਾਰ ਜ਼ਿਆਦਾ ਸੁਚੇਤ ਨਜ਼ਰ ਆਉਂਦੇ ਹਨ। ਪੰਜਾਬ ਦੀ ਆਰਥਿਕ ਹਾਲਤ ਗੰਭੀਰ ਚਿੰਤਾ ਦਾ ਵਿਸ਼ਾ ਹੈ। ਲੋਕਤੰਤਰ ਦੀ ਮਜ਼ਬੂਤੀ ਇਸੇ ਵਿਚ ਹੈ ਕਿ ਹਰ ਨਾਗਰਿਕ ਆਪਣੀ ਭੂਮਿਕਾ ਨੂੰ ਸਮਝੇ।: [36, 162, 192, 255]
milk-col-2: ਬੱਚਿਆਂ ਅਤੇ ਬਜ਼ੁਰਗਾਂ ਉੱਤੇ ਇਸ ਦਾ ਸਭ ਤੋਂ ਵੱਧ ਮਾੜਾ ਅਸਰ ਪੈ ਰਿਹਾ ਹੈ। ਸਿਹਤ ਵਿਭਾਗ ਦੀਆਂ ਜਾਂਚਾਂ ਵਿਚ ਵੱਡੀ ਗਿਣਤੀ ਨਮੂਨੇ ਫੇਲ੍ਹ ਪਾਏ ਗਏ ਹਨ।: [296, 576, 388, 586]
milk-col-2a: ਸਿੰਥੈਟਿਕ ਦੁੱਧ, ਯੂਰੀਆ ਅਤੇ ਡਿਟਰਜੈਂਟ ਵਰਗੇ ਜ਼ਹਿਰੀਲੇ ਪਦਾਰਥਾਂ ਦੀ ਵਰਤੋਂ ਆਮ ਹੋ ਗਈ ਹੈ।: [296, 472, 388, 482]
file-info: Ajit 04 pnt .. 2016 .. Page 1: [4, 1, 73, 7]
page-masthead: [22, 26, 667, 45]
mnrega-col-2: ਇਸ ਤਹਿਤ ਹਰ ਪਰਿਵਾਰ ਨੂੰ ਸਾਲ ਵਿਚ ਘੱਟੋ-ਘੱਟ ਸੌ ਦਿਨ ਦਾ ਕੰਮ ਦਿੱਤਾ ਜਾਂਦਾ ਹੈ। ਹਾਲ ਹੀ ਵਿਚ ਸਰਕਾਰ ਨੇ ਇਸ ਯੋਜਨਾ ਵਿਚ ਕਈ ਤਬਦੀਲੀਆਂ ਕੀਤੀਆਂ ਹਨ ਜਿਨ੍ਹਾਂ ਬਾਰੇ ਕਈ ਸਵਾਲ ਉੱਠ ਰਹੇ ਹਨ। ਬਜਟ ਵਿਚ ਕਟੌਤੀ ਅਤੇ ਮਜ਼ਦੂਰੀ ਦੇ ਭੁਗਤਾਨ ਵਿਚ ਦੇਰੀ ਨੇ ਮਜ਼ਦੂਰਾਂ ਦੀਆਂ ਮੁਸ਼ਕਲਾਂ ਵਧਾ ਦਿੱਤੀਆਂ ਹਨ। ਮਗਨਰੇਗਾ ਯੋਜਨਾ ਪੇਂਡੂ ਖੇਤਰਾਂ ਦੇ ਗ਼ਰੀਬ ਪਰਿਵਾਰਾਂ ਲਈ ਰੁਜ਼ਗਾਰ ਦੀ ਗਾਰੰਟੀ ਦੇਣ ਵਾਲੀ ਇਕ ਅਹਿਮ ਯੋਜਨਾ ਹੈ।: [296, 676, 386, 707]
print-strip: [0, 0, 687, 10]
editorial-tag: ਵਿਚਾਰ-ਪ੍ਰਵਾਹ: [94, 95, 136, 103]
milk-photo: [572, 452, 670, 538]
letters-col-2a: ਸਮਾਜਿਕ ਮਸਲਿਆਂ ਨੂੰ ਜਿਸ ਢੰਗ ਨਾਲ ਉਠਾਇਆ ਜਾਂਦਾ ਹੈ ਉਹ ਕਾਬਲ-ਏ-ਤਾਰੀਫ਼ ਹੈ।: [344, 948, 444, 958]
letters-col-1: ਸੰਪਾਦਕ ਜੀ, ਅਖ਼ਬਾਰ ਵਿਚ ਛਪੇ ਲੇਖ ਬਹੁਤ ਜਾਣਕਾਰੀ ਭਰਪੂਰ ਹੁੰਦੇ ਹਨ। ਸਮਾਜਿਕ ਮਸਲਿਆਂ ਨੂੰ ਜਿਸ ਢੰਗ ਨਾਲ ਉਠਾਇਆ ਜਾਂਦਾ ਹੈ ਉਹ ਕਾਬਲ-ਏ-ਤਾਰੀਫ਼ ਹੈ। ਪਾਠਕਾਂ ਨੂੰ ਨਵੀਂ ਸੋਚ ਮਿਲਦੀ ਹੈ ਅਤੇ ਉਹ ਸਮਾਜ ਪ੍ਰਤੀ ਆਪਣੀ ਜ਼ਿੰਮੇਵਾਰੀ ਸਮਝਦੇ ਹਨ।: [240, 948, 340, 968]
bottom-left-col1: ਅਸੀਂ ਅਕਸਰ ਇਹ ਸੋਚਦੇ ਹਾਂ ਕਿ ਜ਼ਿੰਦਗੀ ਵਿਚ ਅਸੀਂ ਕਿੱਥੇ ਪਹੁੰਚਣਾ ਹੈ ਪਰ ਇਹ ਭੁੱਲ ਜਾਂਦੇ ਹਾਂ ਕਿ ਅਸੀਂ ਕਿੱਥੋਂ ਤੁਰੇ ਸੀ। ਅਸਲ ਸਫ਼ਲਤਾ ਇਸ ਗੱਲ ਵਿਚ ਹੈ ਕਿ ਅਸੀਂ ਆਪਣੀਆਂ ਜੜ੍ਹਾਂ ਨਾਲ ਜੁੜੇ ਰਹੀਏ ਅਤੇ ਦੂਜਿਆਂ ਦੀ ਮਦਦ ਕਰਦੇ ਰਹੀਏ। ਜੀਵਨ ਦਾ ਸਫ਼ਰ ਤਾਂ ਹੀ ਸਾਰਥਕ ਹੈ ਜੇ ਇਸ ਵਿਚ ਇਨਸਾਨੀਅਤ ਦਾ ਰੰਗ ਹੋਵੇ।: [34, 936, 130, 956]
letters-col-3a: ਸੰਪਾਦਕ ਜੀ, ਅਖ਼ਬਾਰ ਵਿਚ ਛਪੇ ਲੇਖ ਬਹੁਤ ਜਾਣਕਾਰੀ ਭਰਪੂਰ ਹੁੰਦੇ ਹਨ। ਸਮਾਜਿਕ ਮਸਲਿਆਂ ਨੂੰ ਜਿਸ ਢੰਗ ਨਾਲ ਉਠਾਇਆ ਜਾਂਦਾ ਹੈ।: [468, 920, 568, 930]
mnrega-col-3: ਮਗਨਰੇਗਾ ਯੋਜਨਾ ਪੇਂਡੂ ਖੇਤਰਾਂ ਦੇ ਗ਼ਰੀਬ ਪਰਿਵਾਰਾਂ ਲਈ ਰੁਜ਼ਗਾਰ ਦੀ ਗਾਰੰਟੀ ਦੇਣ ਵਾਲੀ ਇਕ ਅਹਿਮ ਯੋਜਨਾ ਹੈ। ਇਸ ਤਹਿਤ ਹਰ ਪਰਿਵਾਰ ਨੂੰ ਸਾਲ ਵਿਚ ਘੱਟੋ-ਘੱਟ ਸੌ ਦਿਨ ਦਾ ਕੰਮ ਦਿੱਤਾ ਜਾਂਦਾ ਹੈ। ਹਾਲ ਹੀ ਵਿਚ ਸਰਕਾਰ ਨੇ ਇਸ ਯੋਜਨਾ ਵਿਚ ਕਈ ਤਬਦੀਲੀਆਂ ਕੀਤੀਆਂ ਹਨ।: [390, 774, 480, 794]
letters-title: ਸੰਪਾਦਕ ਦੇ ਨਾਂਅ: [256, 921, 436, 939]
mnrega-author-sub: ਖੁੰਡ ਪਾਸ਼ਾਕ: [394, 750, 415, 756]
section-divider-2: [200, 644, 670, 645]
sign-3: —ਮਨਜਸਪ੍ਰੀਤ ਕੌਰ ਰਿਵੀ: [600, 1064, 649, 1070]
paper-name: ਅਜੀਤ: [26, 30, 46, 39]
editorial-quote: [36, 112, 192, 119]
mnrega-col-3a: ਬਜਟ ਵਿਚ ਕਟੌਤੀ ਅਤੇ ਮਜ਼ਦੂਰੀ ਦੇ ਭੁਗਤਾਨ ਵਿਚ ਦੇਰੀ ਨੇ ਮਜ਼ਦੂਰਾਂ ਦੀਆਂ ਮੁਸ਼ਕਲਾਂ ਵਧਾ ਦਿੱਤੀਆਂ ਹਨ।: [390, 676, 480, 686]
envelope-icon: [240, 922, 254, 938]
main-col-4: ਮੱਧ ਪੂਰਬ ਵਿਚ ਚੱਲ ਰਿਹਾ ਟਕਰਾਅ, ਅੱਤਵਾਦ ਦਾ ਵਧਦਾ ਜਾਲ ਅਤੇ ਹਥਿਆਰਾਂ ਦੀ ਦੌੜ ਨੇ ਵਿਸ਼ਵ ਸ਼ਾਂਤੀ ਨੂੰ ਸਵਾਲਾਂ ਦੇ ਘੇਰੇ ਵਿਚ ਲਿਆ ਖੜ੍ਹਾ ਕੀਤਾ ਹੈ। ਕਈ ਮੁਲਕ ਆਪਣੀ ਫ਼ੌਜੀ ਤਾਕਤ ਵਧਾਉਣ ਵਿਚ ਲੱਗੇ ਹੋਏ ਹਨ। ਸੰਯੁਕਤ ਰਾਸ਼ਟਰ ਵਰਗੀਆਂ ਸੰਸਥਾਵਾਂ ਦੀ ਭੂਮਿਕਾ ਕਮਜ਼ੋਰ ਪੈਂਦੀ ਜਾ ਰਹੀ ਹੈ। ਸੀਰੀਆ ਦੇ ਹਾਲਾਤ ਨੇ ਲੱਖਾਂ ਲੋਕਾਂ ਨੂੰ ਬੇਘਰ ਕਰ ਦਿੱਤਾ ਹੈ ਅਤੇ ਸ਼ਰਨਾਰਥੀ ਸੰਕਟ ਯੂਰਪ ਤੱਕ ਪਹੁੰਚ ਗਿਆ ਹੈ। ਵੱਡੀਆਂ ਤਾਕਤਾਂ ਆਪਣੇ ਹਿਤਾਂ ਲਈ ਇਸ ਖੇਤਰ ਵਿਚ ਸਰਗਰਮ ਹਨ। ਇਤਿਹਾਸ ਗਵਾਹ ਹੈ ਕਿ ਅਜਿਹੇ ਹਾਲਾਤ ਵੱਡੀਆਂ ਜੰਗਾਂ ਦਾ ਕਾਰਨ ਬਣਦੇ ਰਹੇ ਹਨ। ਪਹਿਲੀ ਅਤੇ ਦੂਜੀ ਵਿਸ਼ਵ ਜੰਗ ਨੇ ਕਰੋੜਾਂ ਜਾਨਾਂ ਲਈਆਂ ਸਨ। ਅੱਜ ਦੇ ਪ੍ਰਮਾਣੂ ਯੁੱਗ ਵਿਚ ਅਜਿਹੀ ਕੋਈ ਜੰਗ ਮਨੁੱਖਤਾ ਦਾ ਅੰਤ ਸਾਬਤ ਹੋ ਸਕਦੀ ਹੈ। ਪੂਰੀ ਦੁਨੀਆ ਇਸ ਵੇਲੇ ਇਕ ਅਜਿਹੇ ਮੋੜ ਉੱਤੇ ਖੜ੍ਹੀ ਹੈ।: [467, 80, 561, 131]
